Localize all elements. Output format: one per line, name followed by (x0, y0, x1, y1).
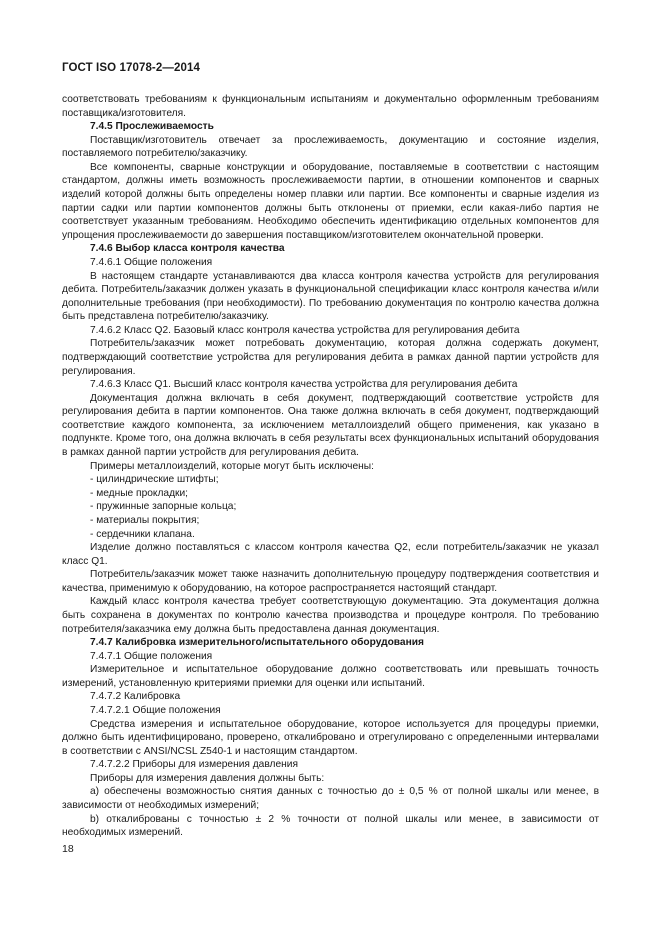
paragraph: - цилиндрические штифты; (90, 474, 219, 486)
paragraph: 7.4.6.3 Класс Q1. Высший класс контроля качества устройства для регулирования дебита (90, 379, 518, 391)
paragraph: Поставщик/изготовитель отвечает за прослеживаемость, документацию и состояние изделия, поставляемого потребителю/заказчику. (62, 134, 599, 160)
paragraph: Приборы для измерения давления должны быть: (90, 772, 325, 784)
paragraph: Изделие должно поставляться с классом контроля качества Q2, если потребитель/заказчик не указал класс Q1. (62, 542, 599, 567)
paragraph: Измерительное и испытательное оборудование должно соответствовать или превышать точность измерений, установленную критериями приемки для оценки или испытаний. (62, 664, 599, 689)
paragraph: Все компоненты, сварные конструкции и оборудование, поставляемые в соответствии с настоящим стандартом, должны иметь возможность прослеживаемости партии, в отношении компонентов и сварных изделий которой должны быть определены номер плавки или партии. Все компоненты и сварные изделия из партии садки или партии компонентов должны быть отклонены от приемки, если какая-либо партия не соответствует указанным требованиям. Необходимо обеспечить идентификацию отдельных компонентов для упрощения прослеживаемости до завершения поставщиком/изготовителем окончательной проверки. (62, 161, 599, 241)
paragraph: 7.4.6.2 Класс Q2. Базовый класс контроля качества устройства для регулирования дебита (90, 324, 520, 336)
paragraph: 7.4.7.2.2 Приборы для измерения давления (90, 759, 298, 771)
paragraph: Документация должна включать в себя документ, подтверждающий соответствие устройств для регулирования дебита в партии компонентов. Она также должна включать в себя документ, подтверждающий соответствие каждого компонента, за исключением металлоизделий общего применения, как указано в подпункте. Кроме того, она должна включать в себя результаты всех функциональных испытаний оборудования в рамках данной партии устройств для регулирования дебита. (62, 392, 599, 459)
document-body (62, 93, 599, 840)
section-heading: 7.4.5 Прослеживаемость (90, 121, 214, 133)
section-heading: 7.4.6 Выбор класса контроля качества (90, 243, 285, 255)
paragraph: - медные прокладки; (90, 487, 189, 499)
paragraph: b) откалиброваны с точностью ± 2 % точности от полной шкалы или менее, в зависимости от необходимых измерений. (62, 813, 599, 839)
paragraph: Средства измерения и испытательное оборудование, которое используется для процедуры приемки, должно быть идентифицировано, проверено, откалибровано и отрегулировано с определенными интервалами в соответствии с ANSI/NCSL Z540-1 и настоящим стандартом. (62, 718, 599, 757)
section-heading: 7.4.7 Калибровка измерительного/испытательного оборудования (90, 637, 424, 649)
paragraph: 7.4.7.1 Общие положения (90, 650, 213, 662)
paragraph: 7.4.6.1 Общие положения (90, 256, 213, 268)
paragraph: 7.4.7.2 Калибровка (90, 691, 181, 703)
paragraph: Потребитель/заказчик может также назначить дополнительную процедуру подтверждения соответствия и качества, применимую к оборудованию, на которое распространяется настоящий стандарт. (62, 569, 599, 594)
paragraph: соответствовать требованиям к функциональным испытаниям и документально оформленным требованиям поставщика/изготовителя. (62, 94, 599, 119)
paragraph: - сердечники клапана. (90, 528, 195, 540)
paragraph: a) обеспечены возможностью снятия данных с точностью до ± 0,5 % от полной шкалы или менее, в зависимости от необходимых измерений; (62, 786, 599, 812)
paragraph: 7.4.7.2.1 Общие положения (90, 705, 221, 717)
paragraph: Потребитель/заказчик может потребовать документацию, которая должна содержать документ, подтверждающий соответствие устройства для регулирования дебита в рамках данной партии устройств для регулирования. (62, 338, 599, 377)
page-number: 18 (62, 843, 74, 855)
paragraph: - материалы покрытия; (90, 514, 200, 526)
paragraph: - пружинные запорные кольца; (90, 501, 237, 513)
paragraph: В настоящем стандарте устанавливаются два класса контроля качества устройств для регулирования дебита. Потребитель/заказчик должен указать в функциональной спецификации класс контроля качества и/или дополнительные требования (при необходимости). По требованию документация по контролю качества должна быть представлена потребителю/заказчику. (62, 270, 599, 323)
paragraph: Каждый класс контроля качества требует соответствующую документацию. Эта документация должна быть сохранена в документах по контролю качества производства и процедуре контроля. По требованию потребителя/заказчика ему должна быть предоставлена данная документация. (62, 596, 599, 635)
paragraph: Примеры металлоизделий, которые могут быть исключены: (90, 460, 374, 472)
document-header: ГОСТ ISO 17078-2—2014 (62, 62, 200, 74)
